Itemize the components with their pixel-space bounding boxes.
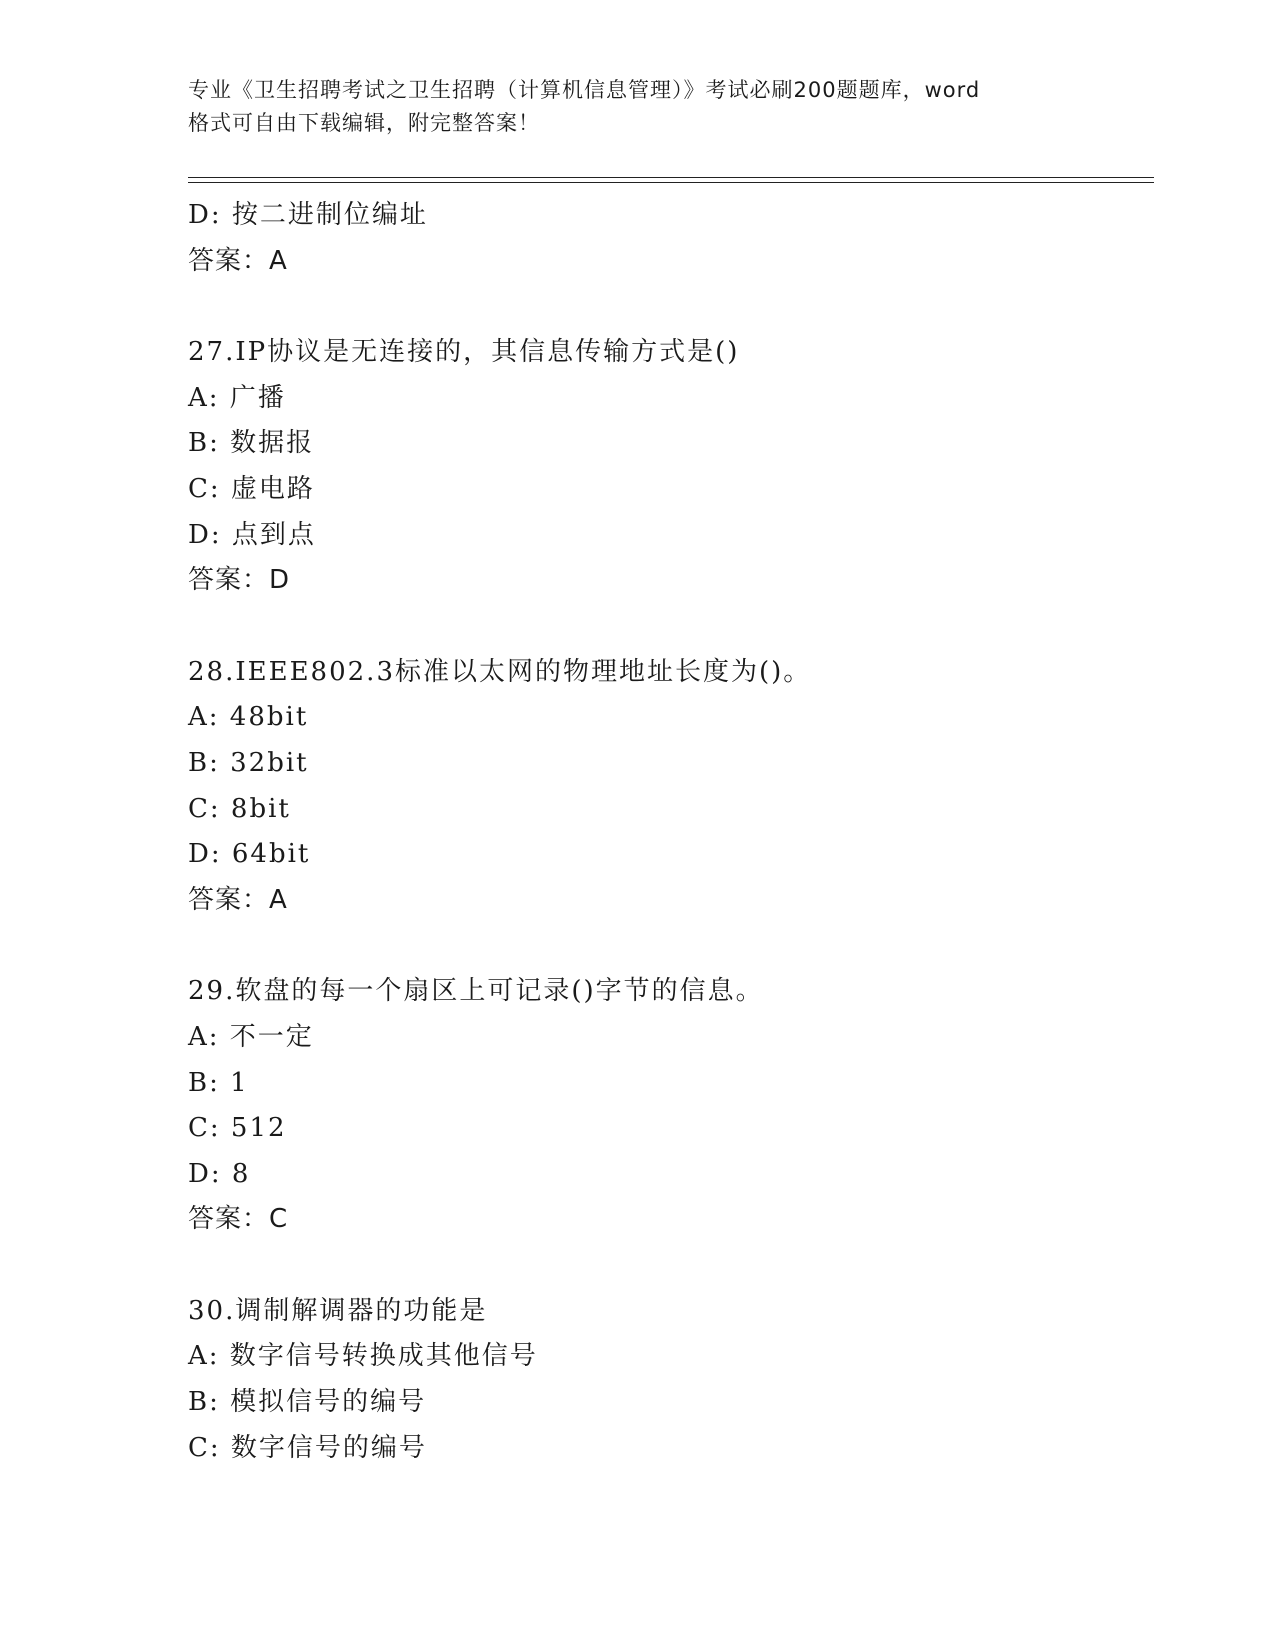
answer-line: 答案：C xyxy=(188,1204,289,1235)
question-list xyxy=(188,193,1154,1471)
option-a: A: 48bit xyxy=(188,702,309,733)
option-a: A: 不一定 xyxy=(188,1021,314,1052)
option-b: B: 模拟信号的编号 xyxy=(188,1387,427,1418)
header-divider-bottom xyxy=(188,182,1154,183)
option-b: B: 32bit xyxy=(188,747,309,778)
option-c: C: 8bit xyxy=(188,793,291,824)
question-28 xyxy=(188,650,1154,924)
option-c: C: 虚电路 xyxy=(188,473,315,504)
option-b: B: 1 xyxy=(188,1067,249,1098)
question-stem: 28.IEEE802.3标准以太网的物理地址长度为()。 xyxy=(188,656,812,687)
header-divider-top xyxy=(188,177,1154,178)
answer-line: 答案：A xyxy=(188,245,288,276)
option-c: C: 512 xyxy=(188,1113,287,1144)
question-stem: 27.IP协议是无连接的，其信息传输方式是() xyxy=(188,337,740,368)
document-header xyxy=(188,74,1088,140)
option-a: A: 广播 xyxy=(188,382,286,413)
answer-line: 答案：D xyxy=(188,565,291,596)
question-27 xyxy=(188,330,1154,604)
header-title-line-2: 格式可自由下载编辑，附完整答案！ xyxy=(188,111,540,135)
option-d: D: 按二进制位编址 xyxy=(188,200,428,230)
option-d: D: 64bit xyxy=(188,839,311,870)
question-30 xyxy=(188,1289,1154,1471)
option-d: D: 8 xyxy=(188,1158,251,1189)
question-stem: 29.软盘的每一个扇区上可记录()字节的信息。 xyxy=(188,976,764,1007)
option-c: C: 数字信号的编号 xyxy=(188,1432,427,1463)
option-b: B: 数据报 xyxy=(188,428,315,459)
option-a: A: 数字信号转换成其他信号 xyxy=(188,1341,538,1372)
question-29 xyxy=(188,969,1154,1243)
answer-line: 答案：A xyxy=(188,884,288,915)
option-d: D: 点到点 xyxy=(188,519,316,550)
question-26-tail xyxy=(188,193,1154,284)
question-stem: 30.调制解调器的功能是 xyxy=(188,1295,488,1326)
header-title-line-1: 专业《卫生招聘考试之卫生招聘（计算机信息管理）》考试必刷200题题库，word xyxy=(188,78,981,102)
